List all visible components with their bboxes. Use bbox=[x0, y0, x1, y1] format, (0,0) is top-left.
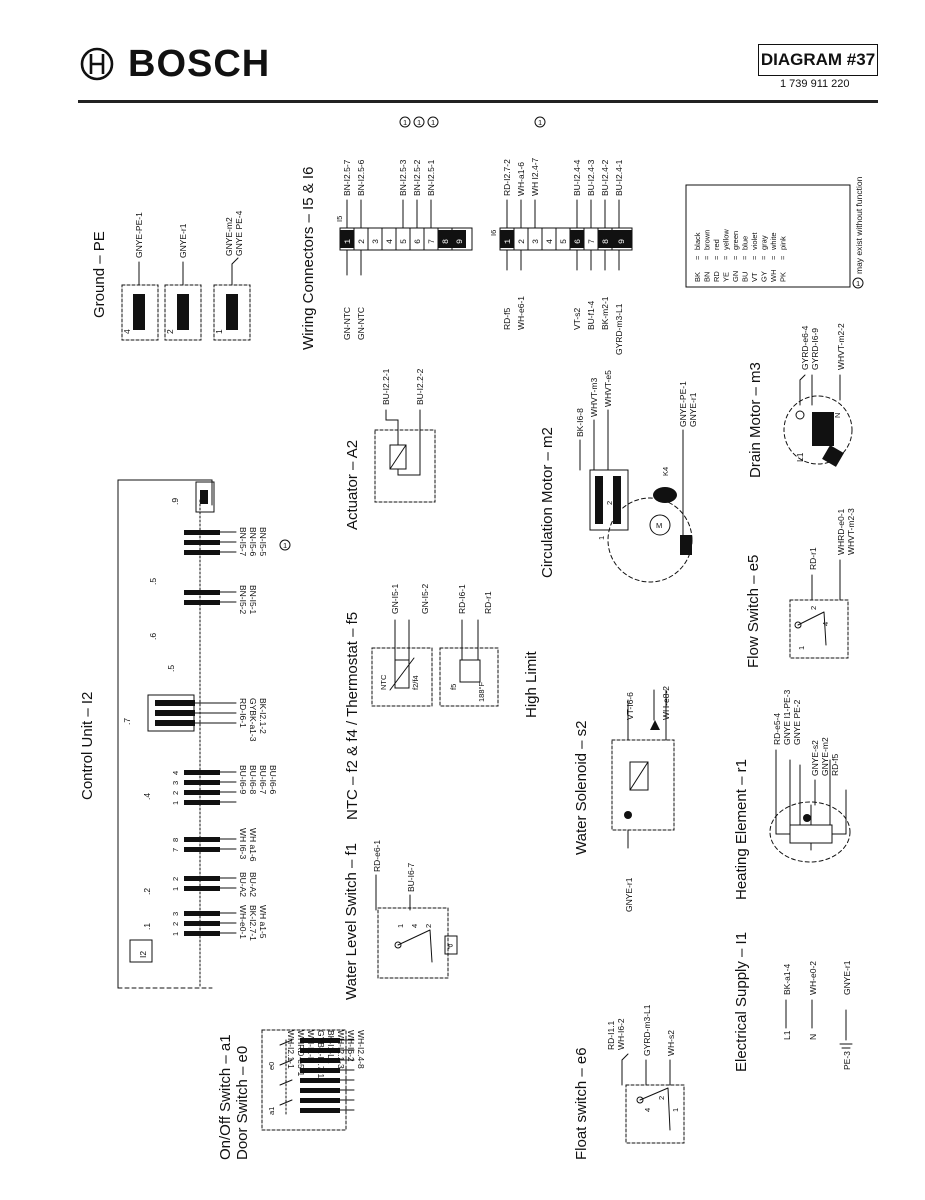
ntc-wire-label: RD-r1 bbox=[483, 591, 493, 614]
switch-wire-label: WH-I1-N bbox=[306, 1030, 316, 1064]
ground-title: Ground – PE bbox=[91, 231, 108, 318]
drain-motor-section bbox=[747, 323, 852, 478]
heat-wire-label: RD-f5 bbox=[830, 753, 840, 776]
control-unit-pin-bars bbox=[155, 530, 220, 936]
legend-equals: = bbox=[750, 255, 759, 260]
legend-equals: = bbox=[721, 255, 731, 260]
f5-label: f5 bbox=[449, 683, 458, 690]
i6-right-label: BU-I2.4-2 bbox=[600, 159, 610, 196]
circ-wire-label: WHVT-m3 bbox=[589, 377, 599, 417]
flow-pin: 4 bbox=[821, 621, 830, 626]
i6-right-label: BU-I2.4-3 bbox=[586, 159, 596, 196]
bosch-logo-icon bbox=[80, 47, 114, 81]
supply-terminal: N bbox=[808, 1033, 818, 1040]
drain-wire-label: GYRD-e6-4 bbox=[800, 325, 810, 370]
i6-pin: 1 bbox=[503, 238, 513, 244]
wls-pin: 2 bbox=[424, 923, 433, 928]
i5-pin: 5 bbox=[399, 238, 409, 244]
pin-number: 2 bbox=[171, 876, 180, 881]
i6-left-label: BK-m2-1 bbox=[600, 296, 610, 330]
legend-equals: = bbox=[693, 255, 702, 260]
part-number: 1 739 911 220 bbox=[780, 78, 850, 90]
i6-left-label: RD-f5 bbox=[502, 307, 512, 330]
water-solenoid-section bbox=[573, 686, 674, 912]
circ-wire-label: GNYE-PE-1 bbox=[678, 381, 688, 427]
legend-code: GY bbox=[759, 271, 769, 282]
wls-pin: 1 bbox=[396, 923, 405, 928]
i6-id: I6 bbox=[489, 229, 498, 236]
legend-equals: = bbox=[702, 255, 712, 260]
pin-number: 8 bbox=[171, 837, 180, 842]
cu-wire-label: BU-I6-8 bbox=[248, 765, 258, 795]
legend-color-name: black bbox=[693, 232, 702, 250]
group-mark: .1 bbox=[142, 922, 152, 930]
ground-wire-label: GNYE-r1 bbox=[178, 223, 188, 258]
wls-wire-label: RD-e6-1 bbox=[372, 839, 382, 872]
i5-pin: 3 bbox=[371, 238, 381, 244]
diagram-title-box bbox=[758, 44, 878, 76]
electrical-supply-section bbox=[733, 932, 852, 1072]
heat-wire-label: RD-e5-4 bbox=[772, 712, 782, 745]
i5-left-label: GN-NTC bbox=[356, 306, 366, 340]
legend-equals: = bbox=[769, 255, 778, 260]
legend-code: BK bbox=[693, 271, 702, 282]
group-mark: .5 bbox=[166, 664, 176, 672]
header bbox=[0, 0, 925, 110]
legend-code: WH bbox=[769, 269, 778, 282]
legend-color-name: violet bbox=[750, 232, 759, 250]
i5-pin: 4 bbox=[385, 238, 395, 244]
i6-right-label: BU-I2.4-4 bbox=[572, 159, 582, 196]
legend-color-name: pink bbox=[778, 236, 788, 250]
cu-wire-label: WH I6-3 bbox=[238, 828, 248, 860]
wiring-diagram bbox=[0, 110, 925, 1200]
i5-footnote-marks bbox=[400, 117, 438, 127]
group-mark: .5 bbox=[148, 577, 158, 585]
heating-element-title: Heating Element – r1 bbox=[733, 759, 750, 900]
switch-wire-label: BK-I1-L1 bbox=[326, 1030, 336, 1064]
float-pin: 2 bbox=[657, 1095, 666, 1100]
solenoid-wire-label: WH-e8-2 bbox=[661, 685, 671, 720]
pin-number: 4 bbox=[171, 770, 180, 775]
motor-pin: 1 bbox=[597, 535, 606, 540]
i5-right-label: BN-I2.5-6 bbox=[356, 159, 366, 196]
footnote-mark: 1 bbox=[538, 118, 543, 127]
high-limit-title: High Limit bbox=[523, 651, 540, 718]
legend-color-name: white bbox=[769, 232, 778, 250]
i5-pin: 6 bbox=[413, 238, 423, 244]
ntc-wire-label: GN-I5-1 bbox=[390, 583, 400, 614]
switch-wire-label: WH-I2.1-1 bbox=[286, 1030, 296, 1069]
legend-code: BU bbox=[740, 271, 750, 282]
on-off-switch-title: On/Off Switch – a1 bbox=[217, 1034, 234, 1160]
i6-right-label: RD-I2.7-2 bbox=[502, 159, 512, 196]
float-wire-label: GYRD-m3-L1 bbox=[642, 1004, 652, 1056]
switch-wire-label: WHRD-e5-1 bbox=[296, 1030, 306, 1077]
pressure-p: P bbox=[448, 942, 454, 951]
i6-pin: 2 bbox=[517, 238, 527, 244]
ntc-title: NTC – f2 & f4 / Thermostat – f5 bbox=[344, 611, 361, 820]
ground-wire-label: GNYE-m2 bbox=[224, 217, 234, 256]
i6-pin: 8 bbox=[601, 238, 611, 244]
drain-l1: L1 bbox=[795, 452, 805, 462]
float-pin: 4 bbox=[643, 1107, 652, 1112]
drain-n: N bbox=[833, 412, 842, 418]
ntc-wire-label: GN-I5-2 bbox=[420, 583, 430, 614]
float-switch-title: Float switch – e6 bbox=[573, 1047, 590, 1160]
heat-wire-label: GNYE-m2 bbox=[820, 737, 830, 776]
circulation-motor-title: Circulation Motor – m2 bbox=[539, 427, 556, 578]
wiring-diagram-svg bbox=[0, 110, 925, 1200]
ntc-sub: f2/f4 bbox=[411, 675, 420, 690]
header-rule bbox=[78, 100, 878, 103]
float-switch-section bbox=[573, 1004, 684, 1160]
ntc-section bbox=[344, 584, 540, 821]
footnote-mark: 1 bbox=[417, 118, 422, 127]
legend-color-name: gray bbox=[759, 235, 769, 250]
supply-wire-label: BK-a1-4 bbox=[782, 963, 792, 995]
i5-left-label: GN-NTC bbox=[342, 306, 352, 340]
pin-number: 1 bbox=[171, 886, 180, 891]
cu-wire-label: BN-I5-6 bbox=[248, 527, 258, 557]
actuator-section bbox=[344, 368, 435, 530]
legend-code: PK bbox=[778, 271, 788, 282]
group-mark: .2 bbox=[142, 887, 152, 895]
switch-wire-label: WH-I6-2 bbox=[346, 1030, 356, 1062]
supply-wire-label: WH-e0-2 bbox=[808, 960, 818, 995]
i5-right-label: BN-I2.5-3 bbox=[398, 159, 408, 196]
i5-pin: 9 bbox=[455, 238, 465, 244]
circ-wire-label: BK-I6-8 bbox=[575, 408, 585, 437]
flow-switch-title: Flow Switch – e5 bbox=[745, 554, 762, 668]
i5-right-label: BN-I2.5-2 bbox=[412, 159, 422, 196]
solenoid-wire-label: VT-I6-6 bbox=[625, 692, 635, 720]
flow-pin: 1 bbox=[797, 645, 806, 650]
legend-code: YE bbox=[721, 271, 731, 282]
temp-label: 188°F bbox=[477, 681, 486, 702]
legend-equals: = bbox=[712, 255, 721, 260]
switch-wire-label: GYBK-I2.7-1 bbox=[316, 1030, 326, 1079]
legend-code: BN bbox=[702, 271, 712, 282]
cu-wire-label: BU-A2 bbox=[238, 872, 248, 898]
supply-wire-label: GNYE-r1 bbox=[842, 960, 852, 995]
legend-color-name: yellow bbox=[721, 229, 731, 250]
heat-wire-label: GNYE-s2 bbox=[810, 740, 820, 776]
cu-wire-label: BN-I5-7 bbox=[238, 527, 248, 557]
diagram-title: DIAGRAM #37 bbox=[760, 50, 876, 69]
legend-equals: = bbox=[740, 255, 750, 260]
pin-number: 1 bbox=[171, 800, 180, 805]
cu-wire-label: BU-I6-6 bbox=[268, 765, 278, 795]
circ-wire-label: GNYE-r1 bbox=[688, 392, 698, 427]
legend-note: may exist without function bbox=[854, 176, 864, 274]
legend-code: VT bbox=[750, 272, 759, 282]
legend-color-name: red bbox=[712, 239, 721, 250]
footnote-mark: 1 bbox=[403, 118, 408, 127]
legend-equals: = bbox=[778, 255, 788, 260]
pin-number: 2 bbox=[171, 790, 180, 795]
heat-wire-label: GNYE PE-2 bbox=[792, 699, 802, 745]
i6-pin: 4 bbox=[545, 238, 555, 244]
i6-pin: 6 bbox=[573, 238, 583, 244]
cu-wire-label: WH a1-6 bbox=[248, 828, 258, 862]
flow-wire-label: RD-r1 bbox=[808, 547, 818, 570]
i6-pin: 3 bbox=[531, 238, 541, 244]
color-legend bbox=[686, 176, 864, 288]
legend-color-name: brown bbox=[702, 229, 712, 250]
wls-pin: 4 bbox=[410, 923, 419, 928]
cu-wire-label: BN-I5-2 bbox=[238, 585, 248, 615]
group-mark: .7 bbox=[122, 717, 132, 725]
supply-terminal: PE-3 bbox=[842, 1051, 852, 1070]
supply-terminal: L1 bbox=[782, 1030, 792, 1040]
door-switch-title: Door Switch – e0 bbox=[234, 1045, 251, 1160]
water-level-switch-section bbox=[343, 840, 457, 1000]
cu-wire-label: BK-I2.1-2 bbox=[258, 698, 268, 734]
footnote-mark: 1 bbox=[283, 541, 288, 550]
legend-color-name: green bbox=[731, 230, 740, 250]
cu-wire-label: BN-I5-5 bbox=[258, 527, 268, 557]
legend-code: GN bbox=[731, 270, 740, 282]
control-unit-title: Control Unit – I2 bbox=[79, 691, 96, 800]
circ-wire-label: WHVT-e5 bbox=[603, 370, 613, 407]
drain-motor-title: Drain Motor – m3 bbox=[747, 362, 764, 478]
pin-number: 3 bbox=[171, 911, 180, 916]
cu-wire-label: BU-A2 bbox=[248, 872, 258, 898]
flow-wire-label: WHVT-m2-3 bbox=[846, 508, 856, 555]
legend-entries bbox=[693, 229, 788, 282]
ground-wire-label: GNYE-PE-1 bbox=[134, 212, 144, 258]
float-pin: 1 bbox=[671, 1107, 680, 1112]
cu-wire-label: WH a1-5 bbox=[258, 905, 268, 939]
ground-pin: 4 bbox=[122, 329, 132, 334]
group-mark: .9 bbox=[170, 497, 180, 505]
i5-pins bbox=[340, 228, 466, 250]
actuator-wire-label: BU-I2.2-2 bbox=[415, 368, 425, 405]
i6-pin: 7 bbox=[587, 238, 597, 244]
footnote-mark: 1 bbox=[431, 118, 436, 127]
pin-number: 2 bbox=[171, 921, 180, 926]
cu-wire-label: RD-I6-1 bbox=[238, 698, 248, 728]
heat-wire-label: GNYE I1-PE-3 bbox=[782, 689, 792, 745]
pin-number: 1 bbox=[171, 931, 180, 936]
i6-right-label: WH-a1-6 bbox=[516, 161, 526, 196]
cu-wire-label: WH-e0-1 bbox=[238, 905, 248, 940]
switch-wire-label: WH-I2.4-8 bbox=[356, 1030, 366, 1069]
cu-wire-label: GYBK-a1-3 bbox=[248, 698, 258, 742]
motor-pin: 2 bbox=[605, 500, 614, 505]
legend-code: RD bbox=[712, 271, 721, 282]
brand-name: BOSCH bbox=[128, 42, 271, 85]
control-unit-id: I2 bbox=[138, 950, 148, 958]
motor-pin: 3 bbox=[596, 480, 605, 485]
flow-switch-section bbox=[745, 508, 856, 668]
i5-pin: 7 bbox=[427, 238, 437, 244]
i5-pin: 1 bbox=[343, 238, 353, 244]
actuator-wire-label: BU-I2.2-1 bbox=[381, 368, 391, 405]
i6-left-label: VT-s2 bbox=[572, 307, 582, 330]
ntc-wire-label: RD-I6-1 bbox=[457, 584, 467, 614]
i5-pin: 2 bbox=[357, 238, 367, 244]
drain-wire-label: GYRD-I6-9 bbox=[810, 327, 820, 370]
legend-color-name: blue bbox=[740, 235, 750, 250]
motor-m: M bbox=[656, 521, 663, 530]
i6-left-label: BU-f1-4 bbox=[586, 300, 596, 330]
ground-section bbox=[91, 210, 250, 340]
control-unit-section bbox=[79, 480, 290, 988]
k4-label: K4 bbox=[661, 466, 670, 476]
i5-pin: 8 bbox=[441, 238, 451, 244]
i6-pin: 9 bbox=[617, 238, 627, 244]
heating-element-section bbox=[733, 689, 850, 900]
wiring-connectors-title: Wiring Connectors – I5 & I6 bbox=[300, 166, 317, 350]
ntc-label: NTC bbox=[379, 674, 388, 690]
i5-right-label: BN-I2.5-7 bbox=[342, 159, 352, 196]
group-mark: .6 bbox=[148, 632, 158, 640]
water-solenoid-title: Water Solenoid – s2 bbox=[573, 720, 590, 855]
on-off-door-switch-section bbox=[217, 1030, 366, 1160]
float-wire-label: RD-I1.1 bbox=[606, 1020, 616, 1050]
i6-right-label: WH I2.4-7 bbox=[530, 157, 540, 196]
pin-number: 3 bbox=[171, 780, 180, 785]
i5-id: I5 bbox=[335, 215, 344, 222]
cu-wire-label: BU-I6-9 bbox=[238, 765, 248, 795]
group-mark: .4 bbox=[142, 792, 152, 800]
i6-pins bbox=[500, 228, 632, 250]
electrical-supply-title: Electrical Supply – I1 bbox=[733, 931, 750, 1072]
i6-right-label: BU-I2.4-1 bbox=[614, 159, 624, 196]
ground-pin: 2 bbox=[165, 329, 175, 334]
actuator-title: Actuator – A2 bbox=[344, 439, 361, 530]
flow-pin: 2 bbox=[809, 605, 818, 610]
wls-wire-label: BU-I6-7 bbox=[406, 862, 416, 892]
i6-pin: 5 bbox=[559, 238, 569, 244]
switch-wire-label: WH-I2.1-3 bbox=[336, 1030, 346, 1069]
cu-wire-label: BU-I6-7 bbox=[258, 765, 268, 795]
pin-number: 7 bbox=[171, 847, 180, 852]
float-wire-label: WH-s2 bbox=[666, 1030, 676, 1056]
flow-wire-label: WHRD-e0-1 bbox=[836, 508, 846, 555]
solenoid-wire-label: GNYE-r1 bbox=[624, 877, 634, 912]
cu-wire-label: BK-I2.7-1 bbox=[248, 905, 258, 941]
ground-wire-label: GNYE PE-4 bbox=[234, 210, 244, 256]
cu-wire-label: BN-I5-1 bbox=[248, 585, 258, 615]
switch-mark: a1 bbox=[267, 1106, 276, 1115]
legend-equals: = bbox=[759, 255, 769, 260]
wiring-connectors-section bbox=[300, 117, 632, 355]
water-level-switch-title: Water Level Switch – f1 bbox=[343, 842, 360, 1000]
drain-wire-label: WHVT-m2-2 bbox=[836, 323, 846, 370]
i5-right-label: BN-I2.5-1 bbox=[426, 159, 436, 196]
switch-mark: e0 bbox=[267, 1061, 276, 1070]
brand bbox=[80, 42, 270, 86]
legend-equals: = bbox=[731, 255, 740, 260]
circulation-motor-section bbox=[539, 370, 698, 582]
float-wire-label: WH-I6-2 bbox=[616, 1018, 626, 1050]
legend-note-mark: 1 bbox=[856, 279, 861, 288]
i6-left-label: GYRD-m3-L1 bbox=[614, 303, 624, 355]
ground-pin: 1 bbox=[214, 329, 224, 334]
i6-left-label: WH-e6-1 bbox=[516, 295, 526, 330]
